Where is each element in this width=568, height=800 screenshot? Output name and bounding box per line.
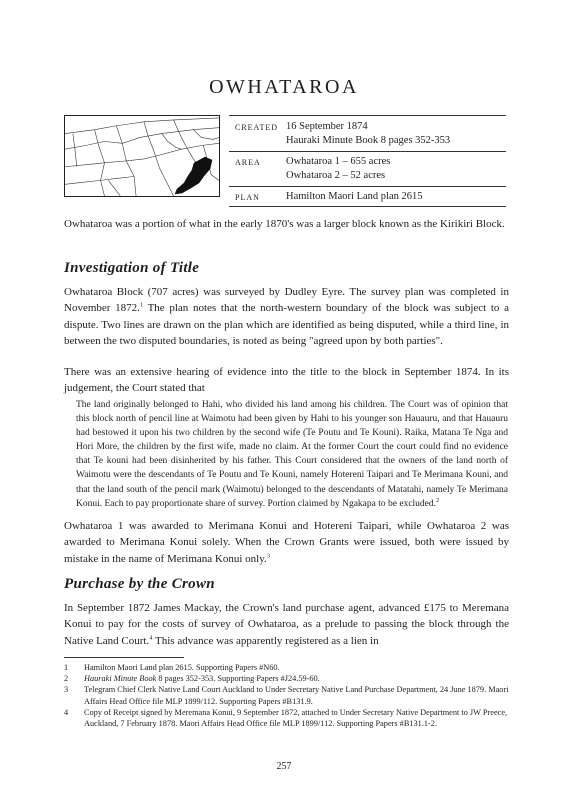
footnote-number: 3 [64,685,69,695]
table-rule-bottom [229,206,506,207]
footnote-ref-2: 2 [436,496,440,504]
created-date: 16 September 1874 [286,121,368,132]
footnote [64,707,509,729]
table-rule-top [229,115,506,116]
footnote-number: 4 [64,707,69,717]
plan-label: PLAN [235,193,260,202]
area-owhataroa-1: Owhataroa 1 – 655 acres [286,156,391,167]
footnote-text: Hamilton Maori Land plan 2615. Supporting Papers #N60. [84,663,280,672]
footnote-text: Telegram Chief Clerk Native Land Court Auckland to Under Secretary Native Land Purchase Department, 24 June 1879. Maori Affairs Head Office file MLP 1899/112. Supporting Papers #B131.9. [84,685,509,706]
footnote [64,662,509,673]
intro-paragraph: Owhataroa was a portion of what in the early 1870's was a larger block known as the Kirikiri Block. [64,218,505,230]
footnote-number: 2 [64,674,69,684]
footnotes [64,662,509,729]
created-label: CREATED [235,123,278,132]
section-heading-investigation: Investigation of Title [64,260,200,276]
investigation-paragraph-2: There was an extensive hearing of evidence into the title to the block in September 1874. In its judgement, the Court stated that [64,366,509,395]
footnote-italic-title: Hauraki Minute Book [84,674,157,684]
investigation-paragraph-1: Owhataroa Block (707 acres) was surveyed by Dudley Eyre. The survey plan was completed in November 1872.$^1$ The plan notes that the north-western boundary of the block was subject to a dispute. Two lines are drawn on the plan which are identified as being disputed, while a third line, in between the two disputed boundaries, is noted as being "agreed upon by both parties". [64,286,509,347]
footnote-separator [64,657,184,658]
area-label: AREA [235,158,261,167]
investigation-paragraph-3: Owhataroa 1 was awarded to Merimana Konui and Hotereni Taipari, while Owhataroa 2 was awarded to Merimana Konui solely. When the Crown Grants were issued, both were issued by mistake in the name of Merimana Konui only.$^3$ [64,520,509,565]
table-rule [229,151,506,152]
court-judgement-quote: The land originally belonged to Hahi, who divided his land among his children. The Court was of opinion that this block north of pencil line at Waimotu had been given by Hahi to his younger son Hauauru, and that Hauauru had bestowed it upon his two children by the second wife (Te Poutu and Te Kouni). Raika, Matana Te Nga and Hori More, the children by the first wife, made no claim. At the former Court the court could find no evidence that Te kouni had been disinherited by his father. This Court considered that the owners of the land north of Waimotu were the descendants of Te Poutu and Te Kouni, namely Hotereni Taipari and Te Merimana Kouni, and that the land south of the pencil mark (Waimotu) belonged to the descendants of Matatahi, namely Te Merimana Konui. Each to pay proportionate share of survey. Portion claimed by Ngakapa to be excluded.$^2$ [76,400,508,509]
footnote [64,673,509,684]
owhataroa-block-shape [64,115,220,197]
page-title: OWHATAROA [209,76,359,98]
footnote-text: 8 pages 352-353. Supporting Papers #J24.59-60. [156,674,320,684]
table-rule [229,186,506,187]
footnote-number: 1 [64,663,69,672]
section-heading-purchase: Purchase by the Crown [64,576,215,592]
page-number: 257 [276,761,292,772]
footnote [64,684,509,706]
purchase-paragraph-1: In September 1872 James Mackay, the Crown's land purchase agent, advanced £175 to Meremana Konui to pay for the costs of survey of Owhataroa, as a prelude to passing the block through the Native Land Court.$^4$ This advance was apparently registered as a lien in [64,602,509,647]
footnote-ref-4: 4 [149,633,153,641]
footnote-ref-3: 3 [266,551,270,559]
created-source: Hauraki Minute Book 8 pages 352-353 [286,135,451,146]
area-owhataroa-2: Owhataroa 2 – 52 acres [286,170,386,181]
footnote-ref-1: 1 [139,301,144,309]
plan-value: Hamilton Maori Land plan 2615 [286,191,423,202]
footnote-text: Copy of Receipt signed by Meremana Konui, 9 September 1872, attached to Under Secretary Native Department to JW Preece, Auckland, 7 February 1878. Maori Affairs Head Office file MLP 1899/112. Supporting Papers #B131.1-2. [84,707,508,729]
